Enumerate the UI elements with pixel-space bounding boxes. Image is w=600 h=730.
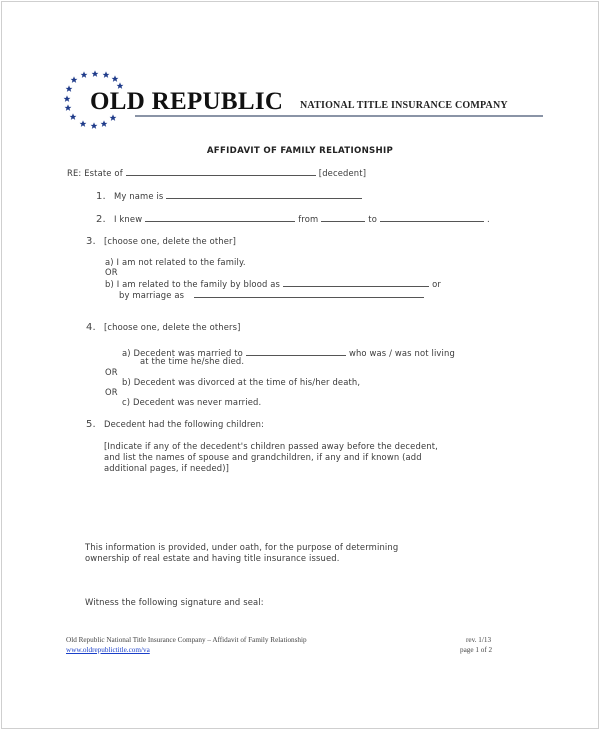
item-3-option-b-marriage: by marriage as [119,288,427,300]
item-4-option-a-line2: at the time he/she died. [140,356,245,366]
witness-statement: Witness the following signature and seal: [85,597,264,607]
from-date-field[interactable] [321,212,365,222]
item-4-or-2: OR [105,387,118,397]
item-4: 4. [choose one, delete the others] [86,322,241,333]
item-4-option-a: a) Decedent was married to who was / was not living [122,348,455,358]
item-2: 2. I knew from to . [96,214,490,225]
knew-name-field[interactable] [145,212,295,222]
blood-relation-field[interactable] [283,277,429,287]
item-3-option-a: a) I am not related to the family. [105,257,246,267]
item-4-or-1: OR [105,367,118,377]
children-note-line-1: [Indicate if any of the decedent's children passed away before the decedent, [104,441,438,451]
item-5: 5. Decedent had the following children: [86,419,265,430]
item-1: 1. My name is [96,189,365,202]
brand-name: OLD REPUBLIC [90,88,284,115]
footer-website-link[interactable]: www.oldrepublictitle.com/va [66,646,150,654]
marriage-relation-field[interactable] [194,288,424,298]
item-3-or: OR [105,267,118,277]
re-estate-line [67,166,366,178]
spouse-name-field[interactable] [246,346,346,356]
item-4-option-b: b) Decedent was divorced at the time of his/her death, [122,377,361,387]
footer-page-number: page 1 of 2 [460,646,493,654]
children-note-line-3: additional pages, if needed)] [104,463,230,473]
to-date-field[interactable] [380,212,484,222]
document-title: AFFIDAVIT OF FAMILY RELATIONSHIP [206,146,394,156]
decedent-label: [decedent] [318,168,367,178]
children-note-line-2: and list the names of spouse and grandchildren, if any and if known (add [104,452,422,462]
decedent-name-field[interactable] [126,166,316,176]
oath-line-1: This information is provided, under oath, for the purpose of determining [85,542,399,552]
re-label: RE: Estate of [67,168,123,178]
item-4-option-c: c) Decedent was never married. [122,397,262,407]
company-name: NATIONAL TITLE INSURANCE COMPANY [300,100,508,111]
footer-company-text: Old Republic National Title Insurance Company – Affidavit of Family Relationship [66,636,307,644]
my-name-field[interactable] [166,189,362,199]
footer-revision: rev. 1/13 [466,636,492,644]
oath-line-2: ownership of real estate and having title insurance issued. [85,553,340,563]
item-3-option-b: b) I am related to the family by blood as or [105,279,441,289]
item-3: 3. [choose one, delete the other] [86,236,237,247]
header-rule [135,115,543,117]
my-name-label: My name is [114,191,164,201]
